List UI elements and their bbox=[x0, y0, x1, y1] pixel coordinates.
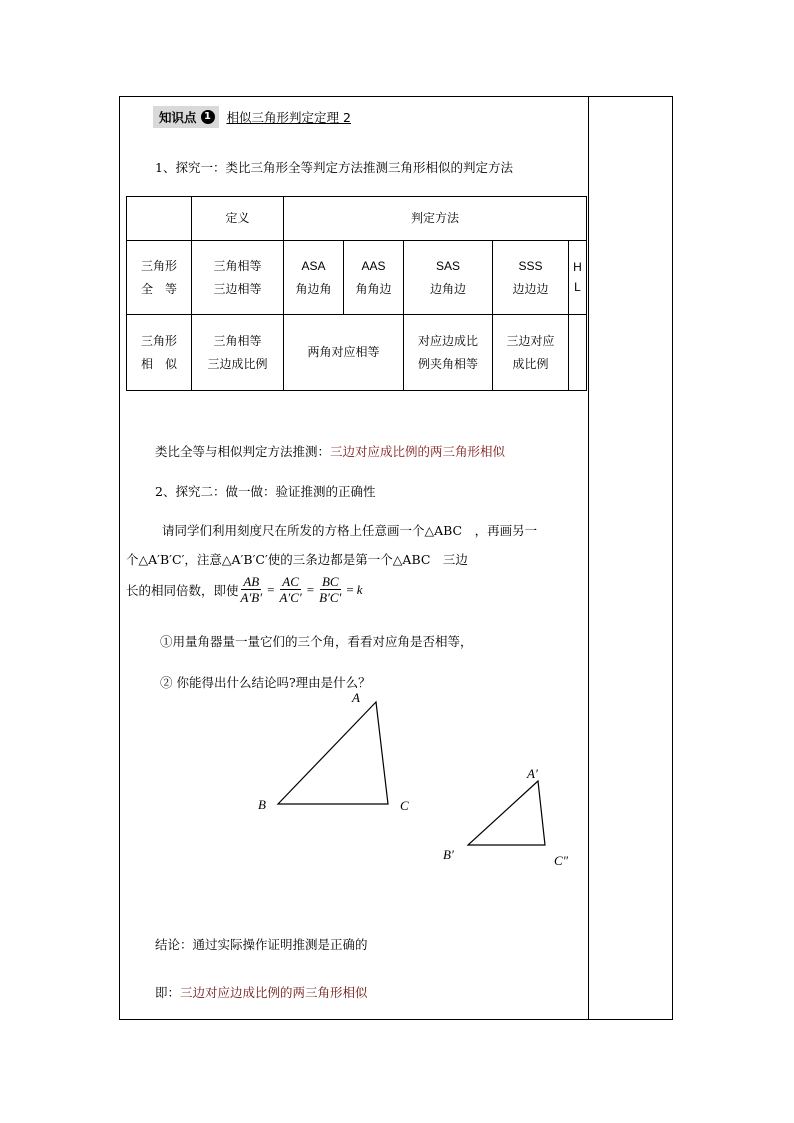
knowledge-point-title: 相似三角形判定定理 2 bbox=[226, 110, 351, 125]
conclusion-text: 结论：通过实际操作证明推测是正确的 bbox=[155, 937, 368, 952]
therefore-line: 即：三边对应边成比例的两三角形相似 bbox=[155, 985, 368, 1000]
instruction-line-1: 请同学们利用刻度尺在所发的方格上任意画一个△ABC ，再画另一 bbox=[162, 523, 538, 538]
vertex-c-label: C bbox=[400, 798, 409, 813]
number-one-icon: 1 bbox=[201, 110, 215, 124]
inquiry-one-text: 1、探究一：类比三角形全等判定方法推测三角形相似的判定方法 bbox=[155, 160, 513, 175]
analogy-conclusion: 三边对应成比例的两三角形相似 bbox=[330, 444, 506, 459]
similar-sss: 三边对应 成比例 bbox=[493, 315, 569, 391]
question-two: ② 你能得出什么结论吗?理由是什么？ bbox=[160, 675, 371, 690]
ratio-ac: $\frac{AC}{A'C'}$ bbox=[279, 574, 302, 605]
ratio-bc: $\frac{BC}{B'C'}$ bbox=[319, 574, 342, 605]
header-methods: 判定方法 bbox=[284, 197, 587, 241]
knowledge-point-badge: 知识点 1 bbox=[153, 106, 219, 128]
therefore-statement: 三边对应边成比例的两三角形相似 bbox=[180, 985, 368, 1000]
similar-sas: 对应边成比 例夹角相等 bbox=[404, 315, 493, 391]
congruent-definition: 三角相等 三边相等 bbox=[192, 241, 284, 315]
triangle-abc bbox=[278, 702, 388, 804]
congruent-sss: SSS 边边边 bbox=[493, 241, 569, 315]
similar-aa: 两角对应相等 bbox=[284, 315, 404, 391]
ratio-k: k bbox=[356, 581, 363, 597]
congruent-asa: ASA 角边角 bbox=[284, 241, 344, 315]
ratio-ab: $\frac{AB}{A'B'}$ bbox=[240, 574, 263, 605]
similar-label: 三角形 相 似 bbox=[127, 315, 192, 391]
vertex-b-label: B bbox=[258, 797, 266, 812]
inquiry-two-text: 2、探究二：做一做：验证推测的正确性 bbox=[155, 484, 376, 499]
congruent-hl: H L bbox=[569, 241, 587, 315]
congruent-aas: AAS 角角边 bbox=[344, 241, 404, 315]
congruent-label: 三角形 全 等 bbox=[127, 241, 192, 315]
header-definition: 定义 bbox=[192, 197, 284, 241]
similar-definition: 三角相等 三边成比例 bbox=[192, 315, 284, 391]
instruction-line-2: 个△A′B′C′，注意△A′B′C′使的三条边都是第一个△ABC 三边 bbox=[126, 552, 468, 567]
analogy-line: 类比全等与相似判定方法推测：三边对应成比例的两三角形相似 bbox=[155, 444, 506, 459]
question-one: ①用量角器量一量它们的三个角，看看对应角是否相等， bbox=[160, 634, 473, 649]
vertex-a-label: A bbox=[352, 690, 360, 705]
vertex-b-prime-label: B′ bbox=[443, 847, 454, 862]
instruction-line-3: 长的相同倍数，即使 $\frac{AB}{A'B'}$ = $\frac{AC}{A'C'}$ = $\frac{BC}{B'C'}$ = k bbox=[126, 574, 363, 605]
triangle-a-prime-b-prime-c-prime bbox=[468, 781, 545, 845]
vertex-a-prime-label: A′ bbox=[527, 766, 538, 781]
vertex-c-prime-label: C″ bbox=[554, 853, 569, 868]
congruent-sas: SAS 边角边 bbox=[404, 241, 493, 315]
